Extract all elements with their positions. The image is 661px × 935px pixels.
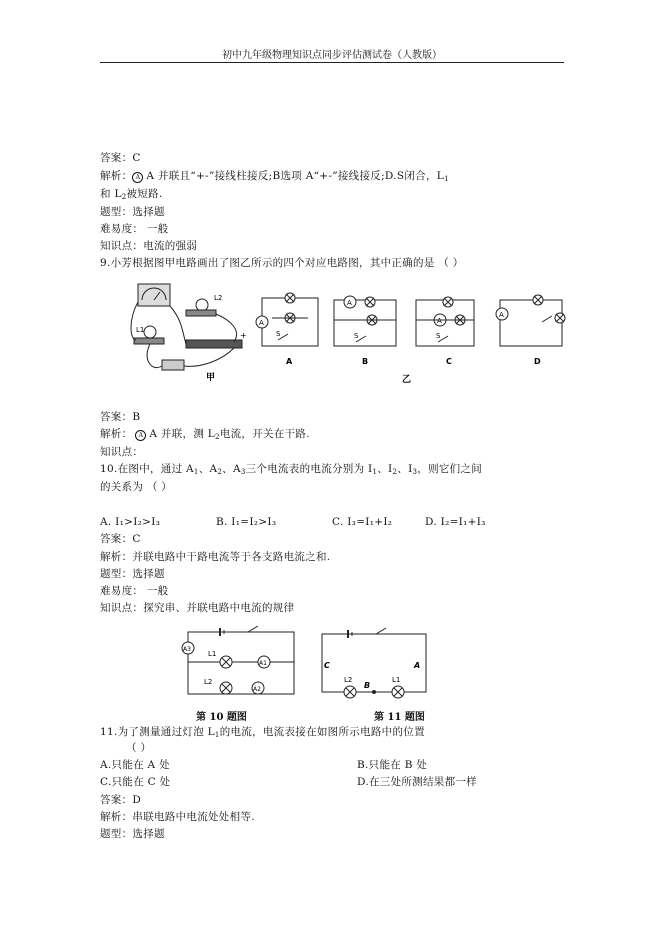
q9-knowledge: 知识点： — [100, 446, 144, 458]
q9-jia-l1: L1 — [136, 326, 145, 334]
svg-text:A: A — [437, 317, 442, 325]
svg-text:A1: A1 — [259, 660, 267, 667]
q10-option-a: A. I₁>I₂>I₃ — [100, 516, 161, 528]
svg-text:S: S — [276, 330, 281, 338]
svg-text:S: S — [354, 332, 359, 340]
q11-figure-caption: 第 11 题图 — [374, 712, 425, 723]
q11-stem: 11.为了测量通过灯泡 $L_1$的电流，电流表接在如图所示电路中的位置 — [100, 726, 425, 739]
q9-diagram-b — [334, 296, 396, 366]
q10-circuit-figure — [176, 622, 300, 702]
svg-text:A: A — [414, 661, 421, 670]
svg-text:+: + — [240, 331, 247, 340]
svg-text:B: B — [364, 681, 371, 690]
q10-option-d: D. I₂=I₁+I₃ — [425, 516, 486, 528]
switch-device — [162, 360, 184, 370]
svg-text:L2: L2 — [344, 676, 353, 684]
svg-text:A: A — [286, 357, 293, 366]
bulb-l2-device — [196, 299, 208, 311]
q11-type: 题型：选择题 — [100, 828, 165, 840]
page-header: 初中九年级物理知识点同步评估测试卷（人教版） — [222, 50, 442, 61]
q11-option-c: C.只能在 C 处 — [100, 776, 171, 788]
q8-knowledge: 知识点：电流的强弱 — [100, 240, 198, 252]
q11-analysis: 解析：串联电路中电流处处相等. — [100, 811, 255, 823]
q10-option-b: B. I₁=I₂>I₃ — [216, 516, 277, 528]
q9-label-jia: 甲 — [206, 373, 216, 383]
q9-diagram-c — [416, 297, 474, 366]
q10-stem: 10.在图中，通过 $A_1$、$A_2$、$A_3$三个电流表的电流分别为 $I_1$、$I_2$、$I_3$，则它们之间 — [100, 463, 483, 476]
q10-analysis: 解析：并联电路中干路电流等于各支路电流之和. — [100, 551, 331, 563]
q11-circuit-figure — [318, 622, 432, 702]
svg-text:A: A — [347, 299, 352, 307]
q8-answer: 答案：C — [100, 152, 141, 164]
q9-stem: 9.小芳根据图甲电路画出了图乙所示的四个对应电路图，其中正确的是 （ ） — [100, 257, 464, 269]
q10-stem-line2: 的关系为 （ ） — [100, 481, 173, 493]
q10-answer: 答案：C — [100, 533, 141, 545]
svg-text:A3: A3 — [183, 646, 191, 653]
q9-jia-l2: L2 — [214, 294, 223, 302]
svg-text:A: A — [259, 319, 264, 327]
q10-knowledge: 知识点：探究串、并联电路中电流的规律 — [100, 602, 295, 614]
ammeter-symbol-icon: A — [135, 430, 146, 441]
q11-option-b: B.只能在 B 处 — [357, 759, 428, 771]
svg-text:B: B — [362, 357, 369, 366]
svg-text:C: C — [446, 357, 452, 366]
svg-text:D: D — [534, 357, 541, 366]
svg-text:L2: L2 — [204, 678, 213, 686]
svg-text:C: C — [324, 661, 330, 670]
q8-analysis: 解析： A A 并联且“+-”接线柱接反;B选项 A“+-”接线接反;D.S闭合，$L_1$ — [100, 170, 449, 183]
q10-option-c: C. I₃=I₁+I₂ — [332, 516, 393, 528]
header-rule — [100, 62, 564, 63]
svg-text:L1: L1 — [392, 676, 401, 684]
q9-diagram-d — [496, 295, 565, 366]
q10-type: 题型：选择题 — [100, 568, 165, 580]
q11-option-d: D.在三处所测结果都一样 — [357, 776, 477, 788]
svg-text:A: A — [499, 311, 504, 319]
ammeter-symbol-icon: A — [132, 172, 143, 183]
q11-answer: 答案：D — [100, 794, 142, 806]
q9-figure-jia — [122, 280, 252, 385]
q9-label-yi: 乙 — [402, 375, 412, 383]
q11-stem-line2: （ ） — [126, 742, 152, 754]
q9-answer: 答案：B — [100, 411, 141, 423]
svg-text:A2: A2 — [253, 686, 261, 693]
bulb-l1-device — [144, 326, 156, 338]
q9-diagram-a — [256, 293, 318, 366]
q11-option-a: A.只能在 A 处 — [100, 759, 170, 771]
q8-type: 题型：选择题 — [100, 206, 165, 218]
q8-difficulty: 难易度： 一般 — [100, 223, 169, 235]
svg-text:S: S — [436, 332, 441, 340]
q9-analysis: 解析： A A 并联，测 $L_2$电流，开关在干路. — [100, 428, 310, 441]
q10-figure-caption: 第 10 题图 — [196, 712, 247, 723]
svg-text:L1: L1 — [208, 650, 217, 658]
battery-pack — [186, 340, 242, 348]
q9-figure-yi — [252, 288, 577, 383]
q8-analysis-line2: 和 $L_2$被短路. — [100, 188, 163, 201]
q10-difficulty: 难易度： 一般 — [100, 585, 169, 597]
